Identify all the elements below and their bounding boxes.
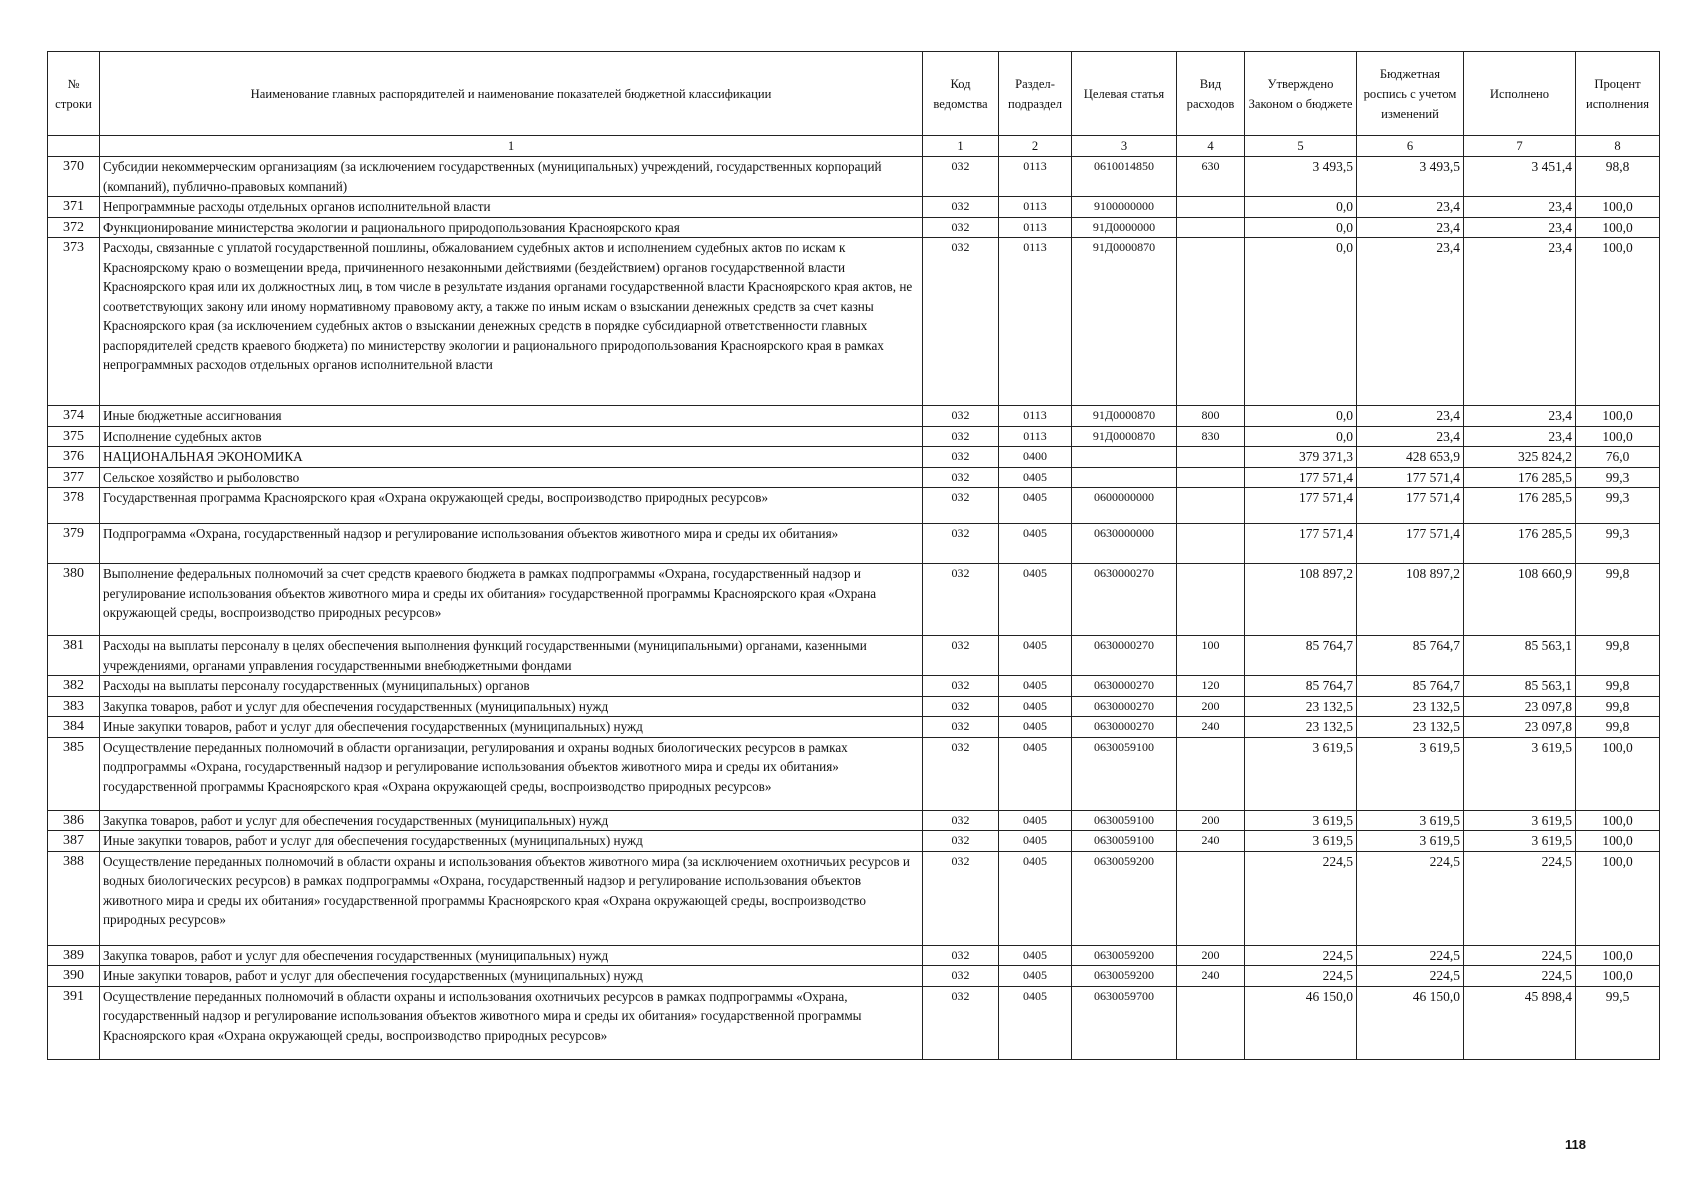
row-executed: 85 563,1 [1464,676,1576,697]
table-row [48,157,1660,197]
header-budget-list: Бюджетная роспись с учетом изменений [1357,52,1464,136]
row-dept-code: 032 [923,238,999,406]
row-approved: 0,0 [1245,217,1357,238]
row-name: Сельское хозяйство и рыболовство [100,467,923,488]
row-percent: 100,0 [1576,426,1660,447]
row-expense-type: 830 [1177,426,1245,447]
row-number: 386 [48,810,100,831]
row-approved: 177 571,4 [1245,524,1357,564]
column-index: 6 [1357,136,1464,157]
table-row [48,737,1660,810]
row-percent: 100,0 [1576,851,1660,945]
row-budget-list: 23,4 [1357,426,1464,447]
row-approved: 224,5 [1245,966,1357,987]
header-approved: Утверждено Законом о бюджете [1245,52,1357,136]
row-percent: 99,8 [1576,676,1660,697]
row-target: 0630059200 [1072,945,1177,966]
row-target: 91Д0000870 [1072,406,1177,427]
header-executed: Исполнено [1464,52,1576,136]
row-dept-code: 032 [923,945,999,966]
row-name: Закупка товаров, работ и услуг для обеспечения государственных (муниципальных) нужд [100,810,923,831]
row-target: 0630059200 [1072,851,1177,945]
row-executed: 23,4 [1464,426,1576,447]
row-number: 385 [48,737,100,810]
row-approved: 3 619,5 [1245,810,1357,831]
row-percent: 100,0 [1576,966,1660,987]
row-number: 382 [48,676,100,697]
row-number: 374 [48,406,100,427]
row-target [1072,447,1177,468]
row-target: 0630000270 [1072,717,1177,738]
column-index: 1 [100,136,923,157]
row-executed: 224,5 [1464,966,1576,987]
row-approved: 3 619,5 [1245,831,1357,852]
table-row [48,197,1660,218]
row-dept-code: 032 [923,831,999,852]
row-target: 0630000270 [1072,696,1177,717]
header-section: Раздел-подраздел [999,52,1072,136]
row-dept-code: 032 [923,810,999,831]
row-percent: 100,0 [1576,238,1660,406]
row-approved: 224,5 [1245,851,1357,945]
row-approved: 0,0 [1245,197,1357,218]
row-percent: 100,0 [1576,737,1660,810]
row-budget-list: 85 764,7 [1357,676,1464,697]
row-target: 0630059700 [1072,986,1177,1059]
row-percent: 100,0 [1576,197,1660,218]
row-budget-list: 85 764,7 [1357,636,1464,676]
header-dept-code: Код ведомства [923,52,999,136]
row-executed: 85 563,1 [1464,636,1576,676]
row-section: 0400 [999,447,1072,468]
row-target: 91Д0000870 [1072,426,1177,447]
row-percent: 100,0 [1576,406,1660,427]
header-expense-type: Вид расходов [1177,52,1245,136]
table-row [48,447,1660,468]
column-index: 5 [1245,136,1357,157]
header-name: Наименование главных распорядителей и наименование показателей бюджетной классификации [100,52,923,136]
row-target: 0630059100 [1072,831,1177,852]
column-index: 1 [923,136,999,157]
row-expense-type [1177,986,1245,1059]
row-budget-list: 3 619,5 [1357,810,1464,831]
table-row [48,467,1660,488]
row-number: 391 [48,986,100,1059]
row-budget-list: 23 132,5 [1357,696,1464,717]
row-number: 371 [48,197,100,218]
row-budget-list: 224,5 [1357,851,1464,945]
row-section: 0405 [999,986,1072,1059]
row-expense-type: 800 [1177,406,1245,427]
row-expense-type: 240 [1177,717,1245,738]
row-expense-type: 200 [1177,696,1245,717]
row-expense-type [1177,447,1245,468]
row-number: 370 [48,157,100,197]
row-dept-code: 032 [923,717,999,738]
row-dept-code: 032 [923,676,999,697]
row-executed: 23 097,8 [1464,696,1576,717]
row-budget-list: 23,4 [1357,406,1464,427]
row-number: 375 [48,426,100,447]
row-percent: 99,8 [1576,717,1660,738]
row-expense-type: 240 [1177,966,1245,987]
row-expense-type: 200 [1177,945,1245,966]
row-percent: 99,3 [1576,467,1660,488]
row-approved: 85 764,7 [1245,636,1357,676]
row-expense-type [1177,737,1245,810]
row-executed: 23,4 [1464,197,1576,218]
table-row [48,810,1660,831]
row-name: Субсидии некоммерческим организациям (за исключением государственных (муниципальных) учреждений, государственных корпораций (компаний), публично-правовых компаний) [100,157,923,197]
row-section: 0405 [999,636,1072,676]
table-row [48,217,1660,238]
row-budget-list: 23 132,5 [1357,717,1464,738]
row-number: 383 [48,696,100,717]
row-dept-code: 032 [923,636,999,676]
row-percent: 100,0 [1576,810,1660,831]
row-budget-list: 177 571,4 [1357,467,1464,488]
row-target: 0630059100 [1072,737,1177,810]
row-section: 0405 [999,831,1072,852]
column-index: 7 [1464,136,1576,157]
row-expense-type [1177,217,1245,238]
row-dept-code: 032 [923,488,999,524]
table-row [48,406,1660,427]
row-dept-code: 032 [923,467,999,488]
row-name: Исполнение судебных актов [100,426,923,447]
row-target: 0630000000 [1072,524,1177,564]
row-section: 0405 [999,676,1072,697]
row-executed: 3 619,5 [1464,810,1576,831]
row-target: 0630059100 [1072,810,1177,831]
row-percent: 100,0 [1576,945,1660,966]
row-name: Государственная программа Красноярского края «Охрана окружающей среды, воспроизводство природных ресурсов» [100,488,923,524]
row-executed: 176 285,5 [1464,467,1576,488]
row-dept-code: 032 [923,406,999,427]
row-executed: 176 285,5 [1464,488,1576,524]
row-executed: 224,5 [1464,945,1576,966]
row-section: 0405 [999,945,1072,966]
column-index: 2 [999,136,1072,157]
row-executed: 325 824,2 [1464,447,1576,468]
table-row [48,488,1660,524]
row-section: 0113 [999,426,1072,447]
row-approved: 23 132,5 [1245,717,1357,738]
row-approved: 85 764,7 [1245,676,1357,697]
row-name: Осуществление переданных полномочий в области организации, регулирования и охраны водных биологических ресурсов в рамках подпрограммы «Охрана, государственный надзор и регулирование использования объектов животного мира и среды их обитания» государственной программы Красноярского края «Охрана окружающей среды, воспроизводство природных ресурсов» [100,737,923,810]
row-percent: 99,8 [1576,636,1660,676]
row-name: Выполнение федеральных полномочий за счет средств краевого бюджета в рамках подпрограммы «Охрана, государственный надзор и регулирование использования объектов животного мира и среды их обитания» государственной программы Красноярского края «Охрана окружающей среды, воспроизводство природных ресурсов» [100,564,923,636]
row-name: Иные закупки товаров, работ и услуг для обеспечения государственных (муниципальных) нужд [100,831,923,852]
row-dept-code: 032 [923,524,999,564]
row-section: 0405 [999,851,1072,945]
row-section: 0113 [999,197,1072,218]
row-budget-list: 177 571,4 [1357,524,1464,564]
header-target: Целевая статья [1072,52,1177,136]
row-dept-code: 032 [923,157,999,197]
row-budget-list: 3 493,5 [1357,157,1464,197]
row-number: 390 [48,966,100,987]
row-expense-type: 120 [1177,676,1245,697]
row-expense-type: 630 [1177,157,1245,197]
row-target: 0630000270 [1072,636,1177,676]
table-row [48,524,1660,564]
row-dept-code: 032 [923,426,999,447]
table-row [48,966,1660,987]
table-row [48,986,1660,1059]
row-dept-code: 032 [923,217,999,238]
row-approved: 23 132,5 [1245,696,1357,717]
row-name: Иные бюджетные ассигнования [100,406,923,427]
row-approved: 0,0 [1245,406,1357,427]
row-number: 384 [48,717,100,738]
row-expense-type: 200 [1177,810,1245,831]
row-budget-list: 224,5 [1357,966,1464,987]
row-name: Расходы, связанные с уплатой государственной пошлины, обжалованием судебных актов и исполнением судебных актов по искам к Красноярскому краю о возмещении вреда, причиненного незаконными действиями (бездействием) органов государственной власти Красноярского края или их должностных лиц, в том числе в результате издания органами государственной власти Красноярского края актов, не соответствующих закону или иному нормативному правовому акту, а также по иным искам о взыскании денежных средств за счет казны Красноярского края (за исключением судебных актов о взыскании денежных средств в порядке субсидиарной ответственности главных распорядителей средств краевого бюджета) по министерству экологии и рационального природопользования Красноярского края в рамках непрограммных расходов отдельных органов исполнительной власти [100,238,923,406]
table-row [48,238,1660,406]
table-body [48,157,1660,1060]
row-section: 0405 [999,810,1072,831]
row-percent: 99,3 [1576,488,1660,524]
row-name: Закупка товаров, работ и услуг для обеспечения государственных (муниципальных) нужд [100,696,923,717]
row-budget-list: 224,5 [1357,945,1464,966]
row-target: 91Д0000000 [1072,217,1177,238]
row-name: Иные закупки товаров, работ и услуг для обеспечения государственных (муниципальных) нужд [100,717,923,738]
row-expense-type [1177,467,1245,488]
row-name: Расходы на выплаты персоналу государственных (муниципальных) органов [100,676,923,697]
row-executed: 23,4 [1464,406,1576,427]
row-number: 387 [48,831,100,852]
row-section: 0405 [999,737,1072,810]
row-approved: 46 150,0 [1245,986,1357,1059]
row-percent: 99,8 [1576,696,1660,717]
table-row [48,426,1660,447]
row-executed: 3 619,5 [1464,737,1576,810]
row-number: 372 [48,217,100,238]
row-percent: 98,8 [1576,157,1660,197]
table-row [48,945,1660,966]
row-approved: 0,0 [1245,426,1357,447]
column-index: 4 [1177,136,1245,157]
row-target [1072,467,1177,488]
row-target: 91Д0000870 [1072,238,1177,406]
table-row [48,676,1660,697]
row-section: 0405 [999,696,1072,717]
row-percent: 100,0 [1576,217,1660,238]
row-name: Расходы на выплаты персоналу в целях обеспечения выполнения функций государственными (муниципальными) органами, казенными учреждениями, органами управления государственными внебюджетными фондами [100,636,923,676]
row-number: 373 [48,238,100,406]
row-dept-code: 032 [923,197,999,218]
row-dept-code: 032 [923,986,999,1059]
row-percent: 99,8 [1576,564,1660,636]
row-budget-list: 3 619,5 [1357,831,1464,852]
row-name: Иные закупки товаров, работ и услуг для обеспечения государственных (муниципальных) нужд [100,966,923,987]
row-budget-list: 428 653,9 [1357,447,1464,468]
row-approved: 177 571,4 [1245,467,1357,488]
row-budget-list: 23,4 [1357,217,1464,238]
row-budget-list: 3 619,5 [1357,737,1464,810]
row-dept-code: 032 [923,696,999,717]
row-name: Осуществление переданных полномочий в области охраны и использования объектов животного мира (за исключением охотничьих ресурсов и водных биологических ресурсов) в рамках подпрограммы «Охрана, государственный надзор и регулирование использования объектов животного мира и среды их обитания» государственной программы Красноярского края «Охрана окружающей среды, воспроизводство природных ресурсов» [100,851,923,945]
row-approved: 108 897,2 [1245,564,1357,636]
row-expense-type [1177,851,1245,945]
row-executed: 176 285,5 [1464,524,1576,564]
row-number: 389 [48,945,100,966]
row-name: Функционирование министерства экологии и рационального природопользования Красноярского края [100,217,923,238]
header-row-no: № строки [48,52,100,136]
header-percent: Процент исполнения [1576,52,1660,136]
row-approved: 0,0 [1245,238,1357,406]
row-executed: 23 097,8 [1464,717,1576,738]
budget-table [47,51,1660,1060]
row-approved: 177 571,4 [1245,488,1357,524]
row-percent: 99,5 [1576,986,1660,1059]
table-row [48,636,1660,676]
row-target: 9100000000 [1072,197,1177,218]
row-executed: 224,5 [1464,851,1576,945]
row-section: 0113 [999,238,1072,406]
row-approved: 3 493,5 [1245,157,1357,197]
row-expense-type [1177,197,1245,218]
row-number: 377 [48,467,100,488]
row-section: 0405 [999,467,1072,488]
row-budget-list: 108 897,2 [1357,564,1464,636]
row-name: Закупка товаров, работ и услуг для обеспечения государственных (муниципальных) нужд [100,945,923,966]
column-index: 3 [1072,136,1177,157]
row-target: 0600000000 [1072,488,1177,524]
row-percent: 100,0 [1576,831,1660,852]
row-executed: 45 898,4 [1464,986,1576,1059]
row-number: 388 [48,851,100,945]
row-section: 0113 [999,157,1072,197]
row-expense-type [1177,524,1245,564]
row-target: 0630000270 [1072,564,1177,636]
row-dept-code: 032 [923,737,999,810]
row-name: Непрограммные расходы отдельных органов исполнительной власти [100,197,923,218]
row-executed: 3 619,5 [1464,831,1576,852]
row-section: 0405 [999,564,1072,636]
row-section: 0113 [999,406,1072,427]
row-dept-code: 032 [923,447,999,468]
row-name: Осуществление переданных полномочий в области охраны и использования охотничьих ресурсов в рамках подпрограммы «Охрана, государственный надзор и регулирование использования объектов животного мира и среды их обитания» государственной программы Красноярского края «Охрана окружающей среды, воспроизводство природных ресурсов» [100,986,923,1059]
row-number: 380 [48,564,100,636]
row-section: 0405 [999,966,1072,987]
row-expense-type: 240 [1177,831,1245,852]
row-dept-code: 032 [923,966,999,987]
row-percent: 99,3 [1576,524,1660,564]
row-budget-list: 46 150,0 [1357,986,1464,1059]
row-dept-code: 032 [923,851,999,945]
table-row [48,564,1660,636]
column-index [48,136,100,157]
header-row [48,52,1660,136]
row-target: 0630000270 [1072,676,1177,697]
row-approved: 379 371,3 [1245,447,1357,468]
row-dept-code: 032 [923,564,999,636]
row-executed: 108 660,9 [1464,564,1576,636]
row-number: 376 [48,447,100,468]
row-number: 381 [48,636,100,676]
row-percent: 76,0 [1576,447,1660,468]
row-executed: 3 451,4 [1464,157,1576,197]
row-section: 0405 [999,488,1072,524]
row-budget-list: 23,4 [1357,238,1464,406]
row-budget-list: 177 571,4 [1357,488,1464,524]
row-section: 0405 [999,717,1072,738]
row-expense-type [1177,488,1245,524]
row-expense-type [1177,564,1245,636]
row-approved: 224,5 [1245,945,1357,966]
row-name: НАЦИОНАЛЬНАЯ ЭКОНОМИКА [100,447,923,468]
row-section: 0405 [999,524,1072,564]
table-row [48,717,1660,738]
row-executed: 23,4 [1464,238,1576,406]
row-name: Подпрограмма «Охрана, государственный надзор и регулирование использования объектов животного мира и среды их обитания» [100,524,923,564]
row-target: 0630059200 [1072,966,1177,987]
table-row [48,696,1660,717]
row-section: 0113 [999,217,1072,238]
row-target: 0610014850 [1072,157,1177,197]
table-row [48,851,1660,945]
row-number: 378 [48,488,100,524]
row-number: 379 [48,524,100,564]
row-executed: 23,4 [1464,217,1576,238]
row-approved: 3 619,5 [1245,737,1357,810]
row-expense-type: 100 [1177,636,1245,676]
column-index-row [48,136,1660,157]
table-row [48,831,1660,852]
row-budget-list: 23,4 [1357,197,1464,218]
row-expense-type [1177,238,1245,406]
column-index: 8 [1576,136,1660,157]
page-number: 118 [1565,1137,1586,1152]
